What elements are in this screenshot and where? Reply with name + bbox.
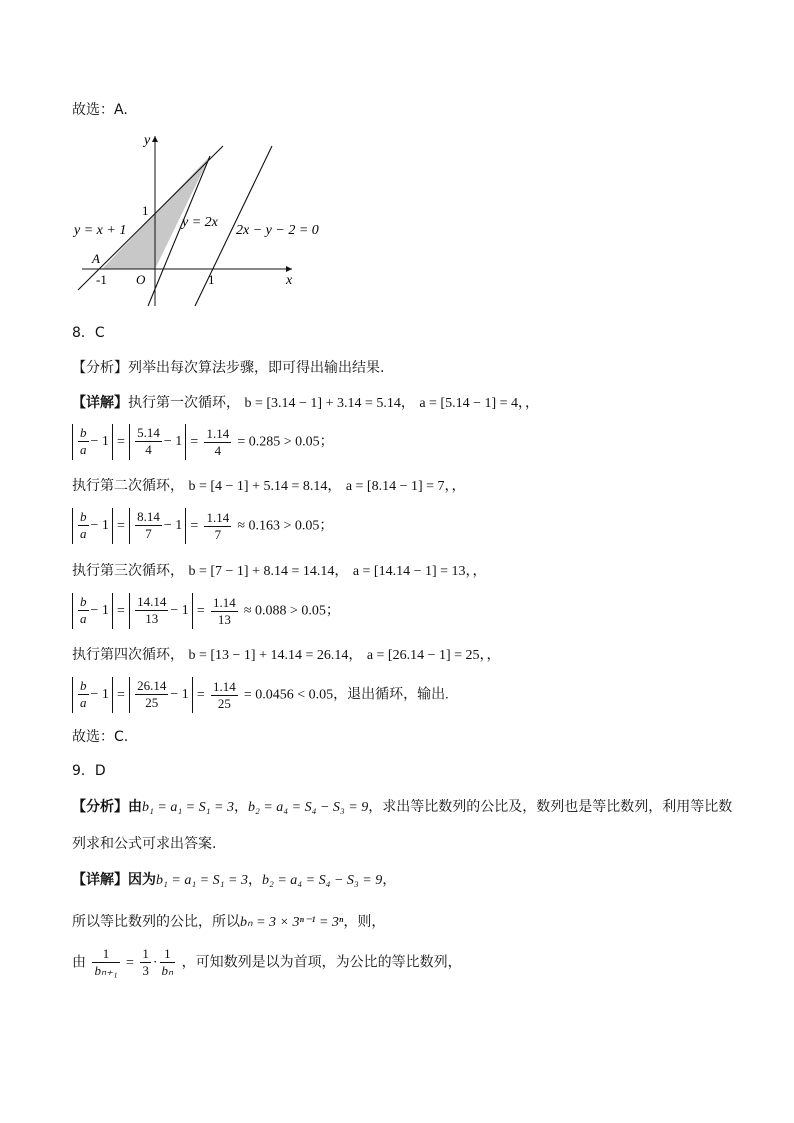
- question-8-detail-loop3: 执行第三次循环， b = [7 − 1] + 8.14 = 14.14， a = [14.14 − 1] = 13，，: [72, 563, 487, 579]
- separator: ，: [400, 395, 415, 411]
- question-9-ratio: 所以等比数列的公比，所以bₙ = 3 × 3ⁿ⁻¹ = 3ⁿ，则，: [72, 914, 386, 930]
- point-a-label: A: [92, 251, 100, 266]
- ratio-row-2: $\frac{b}{a}$ − 1 = $\frac{8.14}{7}$ − 1 = $\frac{1.14}{7}$ ≈ 0.163 > 0.05；: [72, 508, 333, 544]
- feasible-region-figure: [60, 128, 340, 313]
- question-8-detail-loop1: [72, 393, 539, 414]
- question-9-analysis-cont: 列求和公式可求出答案.: [72, 836, 217, 852]
- loop1-text: 执行第一次循环，: [128, 395, 240, 411]
- ratio-row-1: $\frac{b}{a}$ − 1 = $\frac{5.14}{4}$ − 1 = $\frac{1.14}{4}$ = 0.285 > 0.05；: [72, 424, 334, 460]
- question-8-detail-loop2: 执行第二次循环， b = [4 − 1] + 5.14 = 8.14， a = [8.14 − 1] = 7，，: [72, 478, 466, 494]
- question-8-conclusion: 故选：C.: [72, 729, 129, 745]
- question-8-detail-loop4: 执行第四次循环， b = [13 − 1] + 14.14 = 26.14， a = [26.14 − 1] = 25，，: [72, 647, 501, 663]
- line-y-x-plus-1-label: y = x + 1: [74, 223, 127, 238]
- origin-label: O: [136, 272, 146, 287]
- question-9-detail: 【详解】因为b₁ = a₁ = S₁ = 3，b₂ = a₄ = S₄ − S₃ = 9，: [72, 872, 397, 888]
- y-axis-label: y: [144, 133, 151, 148]
- detail-label: 【详解】: [72, 395, 128, 411]
- loop1-b: b = [3.14 − 1] + 3.14 = 5.14: [244, 396, 401, 411]
- question-9-answer: 9．D: [72, 763, 106, 779]
- question-9-analysis: 【分析】由b₁ = a₁ = S₁ = 3，b₂ = a₄ = S₄ − S₃ = 9，求出等比数列的公比及，数列也是等比数列，利用等比数: [72, 799, 733, 815]
- line-2x-y-2-label: 2x − y − 2 = 0: [236, 223, 319, 238]
- question-8-analysis: 【分析】列举出每次算法步骤，即可得出输出结果.: [72, 360, 385, 376]
- ratio-2-result: ≈ 0.163 > 0.05；: [237, 518, 334, 534]
- tail: ，，: [518, 395, 540, 411]
- tick-1-x-label: 1: [208, 272, 215, 287]
- ratio-row-4: $\frac{b}{a}$ − 1 = $\frac{26.14}{25}$ − 1 = $\frac{1.14}{25}$ = 0.0456 < 0.05，退出循环，输出.: [72, 677, 449, 713]
- x-axis-label: x: [286, 273, 293, 288]
- line-y-2x-label: y = 2x: [182, 215, 218, 230]
- ratio-1-result: = 0.285 > 0.05；: [237, 434, 334, 450]
- ratio-3-result: ≈ 0.088 > 0.05；: [243, 603, 340, 619]
- tick-1-y-label: 1: [142, 203, 149, 218]
- loop1-a: a = [5.14 − 1] = 4: [419, 396, 519, 411]
- question-8-answer: 8．C: [72, 325, 105, 341]
- question-9-last: 由 $\frac{1}{\text{bₙ₊₁}}$ = $\frac{1}{3}$ · $\frac{1}{\text{bₙ}}$ ，可知数列是以为首项，为公比的等比数列，: [72, 946, 462, 978]
- ratio-4-result: = 0.0456 < 0.05，退出循环，输出.: [243, 687, 449, 703]
- tick-neg1-label: -1: [96, 272, 107, 287]
- answer-a-line: 故选：A.: [72, 102, 128, 118]
- ratio-row-3: $\frac{b}{a}$ − 1 = $\frac{14.14}{13}$ − 1 = $\frac{1.14}{13}$ ≈ 0.088 > 0.05；: [72, 593, 340, 629]
